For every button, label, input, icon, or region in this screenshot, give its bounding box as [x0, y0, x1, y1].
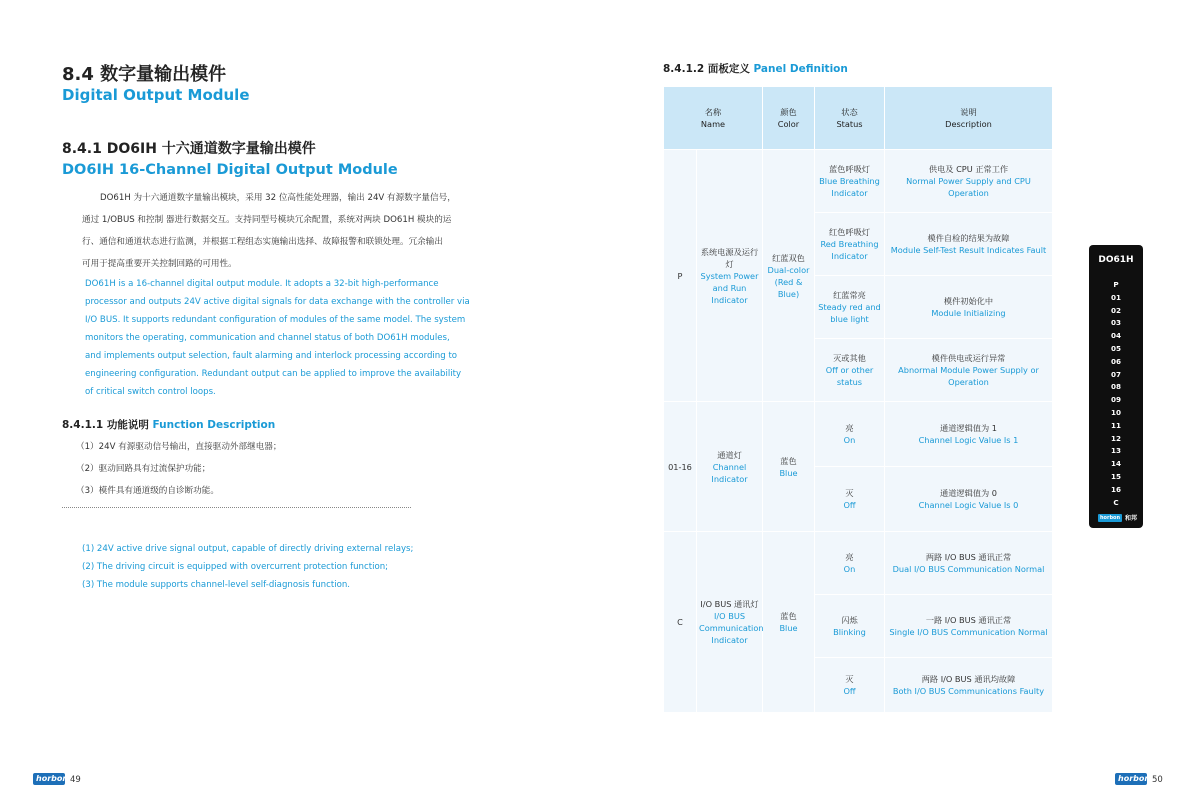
- header-status: 状态 Status: [815, 87, 885, 150]
- indicator-description: 两路 I/O BUS 通讯正常 Dual I/O BUS Communication Normal: [885, 532, 1053, 595]
- indicator-color: 蓝色 Blue: [763, 532, 815, 713]
- device-led-label: 10: [1110, 407, 1121, 417]
- indicator-name: 系统电源及运行灯 System Power and Run Indicator: [697, 150, 763, 402]
- function-item-zh: （2）驱动回路具有过流保护功能；: [76, 464, 211, 474]
- indicator-description: 通道逻辑值为 1 Channel Logic Value Is 1: [885, 402, 1053, 467]
- intro-zh-line: DO61H 为十六通道数字量输出模块，采用 32 位高性能处理器，输出 24V 有源数字量信号，: [100, 193, 456, 203]
- page-number-left: 49: [70, 775, 81, 785]
- device-led-label: 14: [1110, 459, 1121, 469]
- intro-en-line: of critical switch control loops.: [85, 387, 216, 397]
- indicator-code: 01-16: [664, 402, 697, 532]
- device-led-label: 15: [1110, 471, 1121, 481]
- footer-logo-left: horbon: [33, 773, 65, 785]
- table-row: [664, 150, 1053, 213]
- device-brand-zh: 和邦: [1125, 515, 1138, 522]
- page-number-right: 50: [1152, 775, 1163, 785]
- intro-zh-line: 通过 1/OBUS 和控制 器进行数据交互。支持同型号模块冗余配置，系统对两块 DO61H 模块的运: [82, 215, 452, 225]
- device-led-label: 11: [1110, 420, 1121, 430]
- intro-en-line: DO61H is a 16-channel digital output module. It adopts a 32-bit high-performance: [85, 279, 439, 289]
- intro-en-line: engineering configuration. Redundant output can be applied to improve the availability: [85, 369, 462, 379]
- function-item-en: (3) The module supports channel-level self-diagnosis function.: [82, 580, 351, 590]
- indicator-code: C: [664, 532, 697, 713]
- indicator-status: 灭 Off: [815, 467, 885, 532]
- subsection-title-en: DO6IH 16-Channel Digital Output Module: [62, 162, 398, 178]
- intro-en-line: I/O BUS. It supports redundant configuration of modules of the same model. The system: [85, 315, 466, 325]
- intro-en-line: and implements output selection, fault alarming and interlock processing according to: [85, 351, 458, 361]
- panel-definition-table: [663, 86, 1053, 713]
- table-row: [664, 402, 1053, 467]
- indicator-description: 通道逻辑值为 0 Channel Logic Value Is 0: [885, 467, 1053, 532]
- device-led-label: 01: [1110, 292, 1121, 302]
- indicator-code: P: [664, 150, 697, 402]
- panel-title: [663, 61, 848, 76]
- device-led-label: 08: [1110, 382, 1121, 392]
- function-title: [62, 417, 275, 432]
- device-led-label: 06: [1110, 356, 1121, 366]
- device-panel-illustration: [1089, 245, 1143, 528]
- device-led-label: 02: [1110, 305, 1121, 315]
- device-led-label: 16: [1110, 484, 1121, 494]
- panel-title-zh: 8.4.1.2 面板定义: [663, 63, 750, 75]
- function-item-en: (1) 24V active drive signal output, capable of directly driving external relays;: [82, 544, 414, 554]
- footer-logo-right: horbon: [1115, 773, 1147, 785]
- indicator-description: 模件供电或运行异常 Abnormal Module Power Supply or Operation: [885, 339, 1053, 402]
- device-led-label: 07: [1110, 369, 1121, 379]
- device-led-labels: [1089, 279, 1143, 509]
- indicator-status: 闪烁 Blinking: [815, 595, 885, 658]
- panel-title-en: Panel Definition: [753, 63, 848, 75]
- intro-en-line: processor and outputs 24V active digital signals for data exchange with the controller via: [85, 297, 470, 307]
- header-description: 说明 Description: [885, 87, 1053, 150]
- intro-en-line: monitors the operating, communication and channel status of both DO61H modules,: [85, 333, 450, 343]
- header-color: 颜色 Color: [763, 87, 815, 150]
- device-logo: [1098, 513, 1137, 522]
- intro-zh-line: 行、通信和通道状态进行监测，并根据工程组态实施输出选择、故障报警和联锁处理。冗余输出: [82, 237, 443, 247]
- device-led-label: 12: [1110, 433, 1121, 443]
- table-row: [664, 532, 1053, 595]
- device-logo-mark: horbon: [1100, 514, 1121, 521]
- device-led-label: 03: [1110, 318, 1121, 328]
- indicator-name: I/O BUS 通讯灯 I/O BUS Communication Indicator: [697, 532, 763, 713]
- function-item-en: (2) The driving circuit is equipped with overcurrent protection function;: [82, 562, 389, 572]
- function-item-zh: （1）24V 有源驱动信号输出，直接驱动外部继电器；: [76, 442, 282, 452]
- device-led-label: 09: [1110, 395, 1121, 405]
- dotted-divider: [62, 507, 411, 508]
- indicator-status: 灭 Off: [815, 658, 885, 713]
- indicator-status: 灭或其他 Off or other status: [815, 339, 885, 402]
- function-title-zh: 8.4.1.1 功能说明: [62, 419, 149, 431]
- header-name: 名称 Name: [664, 87, 763, 150]
- indicator-description: 供电及 CPU 正常工作 Normal Power Supply and CPU Operation: [885, 150, 1053, 213]
- indicator-description: 模件初始化中 Module Initializing: [885, 276, 1053, 339]
- device-led-label: 13: [1110, 446, 1121, 456]
- device-title: DO61H: [1098, 255, 1134, 265]
- device-led-label: 05: [1110, 343, 1121, 353]
- device-led-label: P: [1113, 280, 1119, 289]
- indicator-description: 模件自检的结果为故障 Module Self-Test Result Indicates Fault: [885, 213, 1053, 276]
- function-item-zh: （3）模件具有通道级的自诊断功能。: [76, 486, 219, 496]
- table-header-row: [664, 87, 1053, 150]
- indicator-color: 红蓝双色 Dual-color (Red & Blue): [763, 150, 815, 402]
- intro-zh-line: 可用于提高重要开关控制回路的可用性。: [82, 259, 237, 269]
- section-title-zh: 8.4 数字量输出模件: [62, 64, 227, 85]
- indicator-status: 红蓝常亮 Steady red and blue light: [815, 276, 885, 339]
- device-led-label: C: [1113, 497, 1119, 507]
- indicator-description: 一路 I/O BUS 通讯正常 Single I/O BUS Communication Normal: [885, 595, 1053, 658]
- subsection-title-zh: 8.4.1 DO6IH 十六通道数字量输出模件: [62, 141, 316, 157]
- function-title-en: Function Description: [152, 419, 276, 431]
- indicator-status: 红色呼吸灯 Red Breathing Indicator: [815, 213, 885, 276]
- indicator-status: 蓝色呼吸灯 Blue Breathing Indicator: [815, 150, 885, 213]
- indicator-status: 亮 On: [815, 532, 885, 595]
- section-title-en: Digital Output Module: [62, 86, 250, 104]
- device-led-label: 04: [1110, 331, 1121, 341]
- indicator-color: 蓝色 Blue: [763, 402, 815, 532]
- indicator-description: 两路 I/O BUS 通讯均故障 Both I/O BUS Communications Faulty: [885, 658, 1053, 713]
- indicator-status: 亮 On: [815, 402, 885, 467]
- indicator-name: 通道灯 Channel Indicator: [697, 402, 763, 532]
